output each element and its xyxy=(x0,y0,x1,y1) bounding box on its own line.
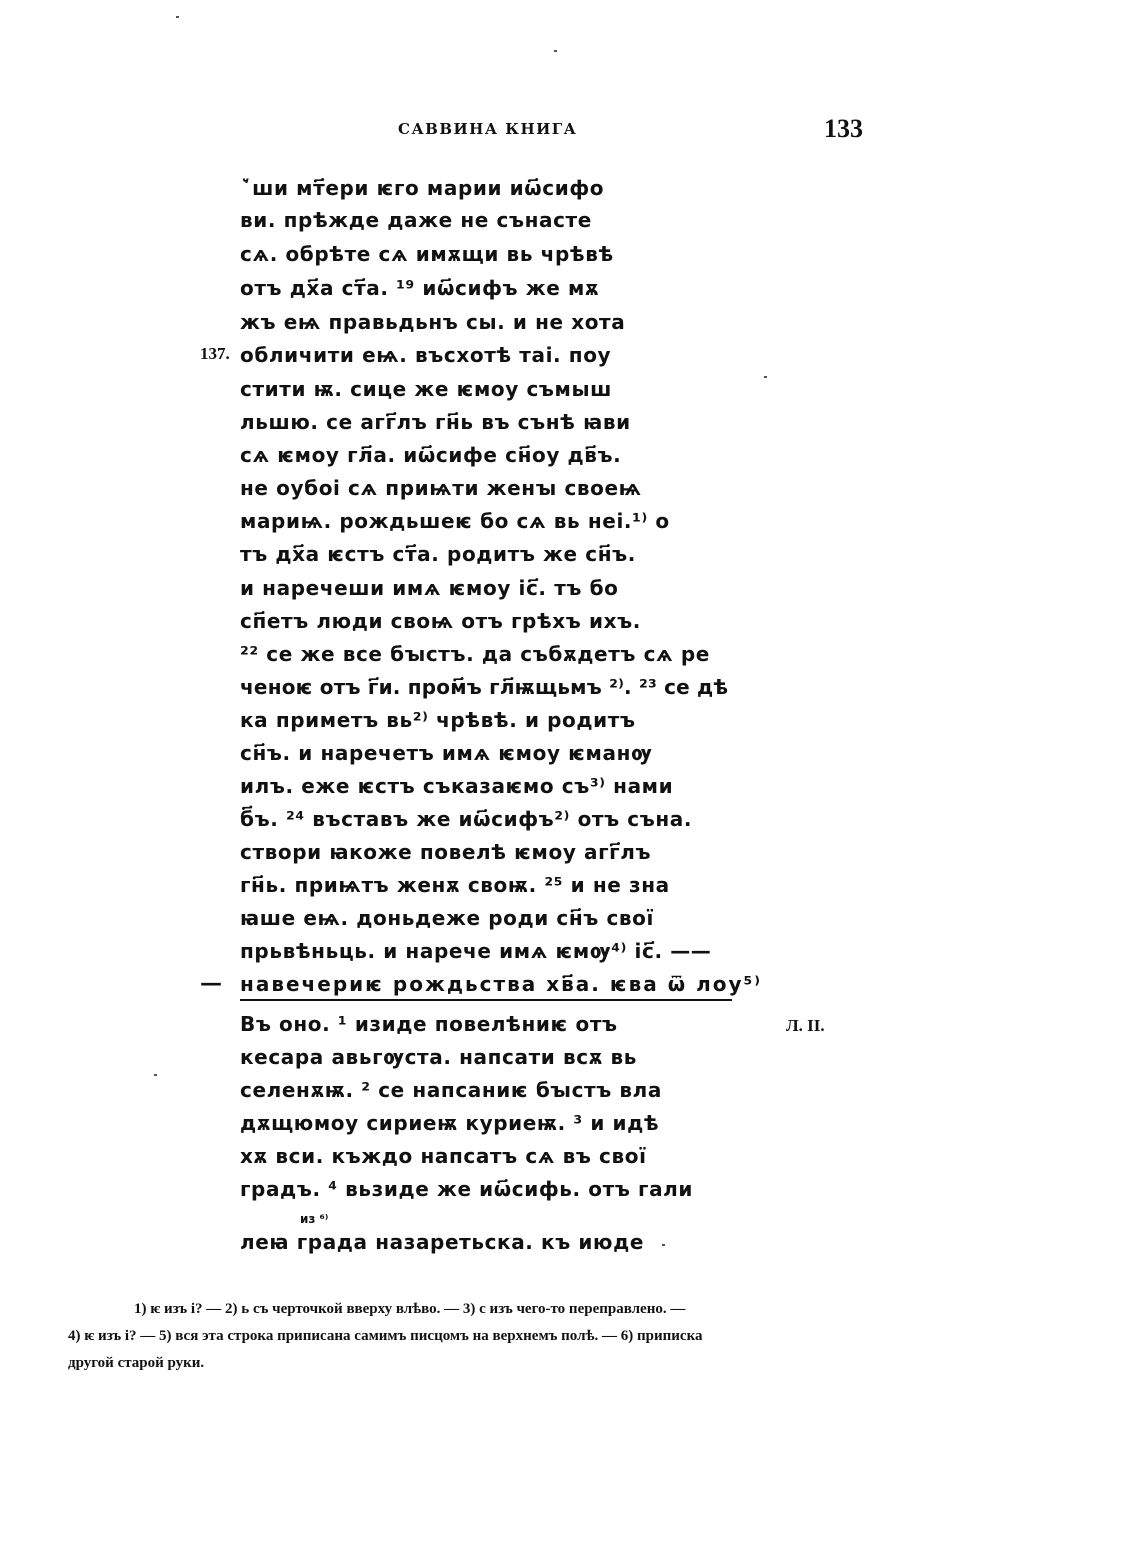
footnote-line: 4) ѥ изъ і? — 5) вся эта строка приписана самимъ писцомъ на верхнемъ полѣ. — 6) приписка xyxy=(68,1328,703,1344)
text-line: ка приметъ вь²⁾ чрѣвѣ. и родитъ xyxy=(240,708,636,732)
text-line: гн҃ь. приѩтъ женѫ своѭ. ²⁵ и не зна xyxy=(240,873,670,897)
page-number: 133 xyxy=(824,114,863,143)
section-divider xyxy=(240,999,732,1001)
text-line: илъ. еже ѥстъ съказаѥмо съ³⁾ нами xyxy=(240,774,674,798)
text-line: хѫ вси. къждо напсатъ сѧ въ свої xyxy=(240,1144,647,1168)
running-head: САВВИНА КНИГА xyxy=(398,120,578,138)
text-line: сѧ. обрѣте сѧ имѫщи вь чрѣвѣ xyxy=(240,242,614,266)
text-line: дѫщюмоу сириеѭ куриеѭ. ³ и идѣ xyxy=(240,1111,660,1135)
text-line: ченоѥ отъ г҃и. пром҃ъ гл҃ѭщьмъ ²⁾. ²³ се дѣ xyxy=(240,675,729,699)
text-line: ꙗше еѩ. доньдеже роди сн҃ъ свої xyxy=(240,906,654,930)
text-line: жъ еѩ правьдьнъ сы. и не хота xyxy=(240,310,626,334)
footnote-line: другой старой руки. xyxy=(68,1355,205,1371)
rubric-line: навечериѥ рождьства хв҃а. ѥва ѿ лоу⁵⁾ xyxy=(240,972,763,996)
text-line: Въ оно. ¹ изиде повелѣниѥ отъ xyxy=(240,1012,618,1036)
paper-speck xyxy=(764,376,767,378)
text-line: ви. прѣжде даже не сънасте xyxy=(240,208,592,232)
marginal-dash: — xyxy=(200,970,222,996)
text-line: ²² се же все бꙑстъ. да събѫдетъ сѧ ре xyxy=(240,642,710,666)
text-line: селенѫѭ. ² се напсаниѥ бꙑстъ вла xyxy=(240,1078,663,1102)
footnotes xyxy=(68,1296,888,1377)
text-line: сѧ ѥмоу гл҃а. иѡ҃сифе сн҃оу дв҃ъ. xyxy=(240,443,622,467)
interlinear-note: из ⁶⁾ xyxy=(300,1212,329,1226)
text-line: стити ѭ. сице же ѥмоу съмыш xyxy=(240,377,613,401)
paper-speck xyxy=(154,1074,157,1076)
text-line: мариѩ. рождьшеѥ бо сѧ вь неі.¹⁾ о xyxy=(240,509,670,533)
text-line: ꙿши мт҃ери ѥго марии иѡ҃сифо xyxy=(240,176,605,200)
paper-speck xyxy=(662,1244,665,1246)
text-line: кесара авьгѹста. напсати всѫ вь xyxy=(240,1045,638,1069)
paper-speck xyxy=(554,50,557,52)
margin-line-number: 137. xyxy=(200,344,230,363)
text-line: градъ. ⁴ вьзиде же иѡ҃сифь. отъ гали xyxy=(240,1177,694,1201)
text-line: леꙗ града назаретьска. къ июде xyxy=(240,1230,644,1254)
text-line: отъ дх҃а ст҃а. ¹⁹ иѡ҃сифъ же мѫ xyxy=(240,276,600,300)
text-line: тъ дх҃а ѥстъ ст҃а. родитъ же сн҃ъ. xyxy=(240,542,636,566)
text-line: и наречеши имѧ ѥмоу іс҃. тъ бо xyxy=(240,576,619,600)
text-line: створи ꙗкоже повелѣ ѥмоу агг҃лъ xyxy=(240,840,652,864)
paper-speck xyxy=(176,16,179,18)
text-line: льшю. се агг҃лъ гн҃ь въ сънѣ ꙗви xyxy=(240,410,631,434)
footnote-line: 1) ѥ изъ і? — 2) ь съ черточкой вверху влѣво. — 3) с изъ чего-то переправлено. — xyxy=(134,1301,686,1317)
text-line: сп҃етъ люди своѩ отъ грѣхъ ихъ. xyxy=(240,609,641,633)
text-line: не оубоі сѧ приѩти женꙑ своеѩ xyxy=(240,476,642,500)
text-line: сн҃ъ. и наречетъ имѧ ѥмоу ѥманѹ xyxy=(240,741,653,765)
text-line: обличити еѩ. въсхотѣ таі. поу xyxy=(240,343,612,367)
text-line: б҃ъ. ²⁴ въставъ же иѡ҃сифъ²⁾ отъ съна. xyxy=(240,807,693,831)
text-line: прьвѣньць. и нарече имѧ ѥмѹ⁴⁾ іс҃. —— xyxy=(240,939,712,963)
folio-mark: Л. II. xyxy=(786,1016,825,1035)
